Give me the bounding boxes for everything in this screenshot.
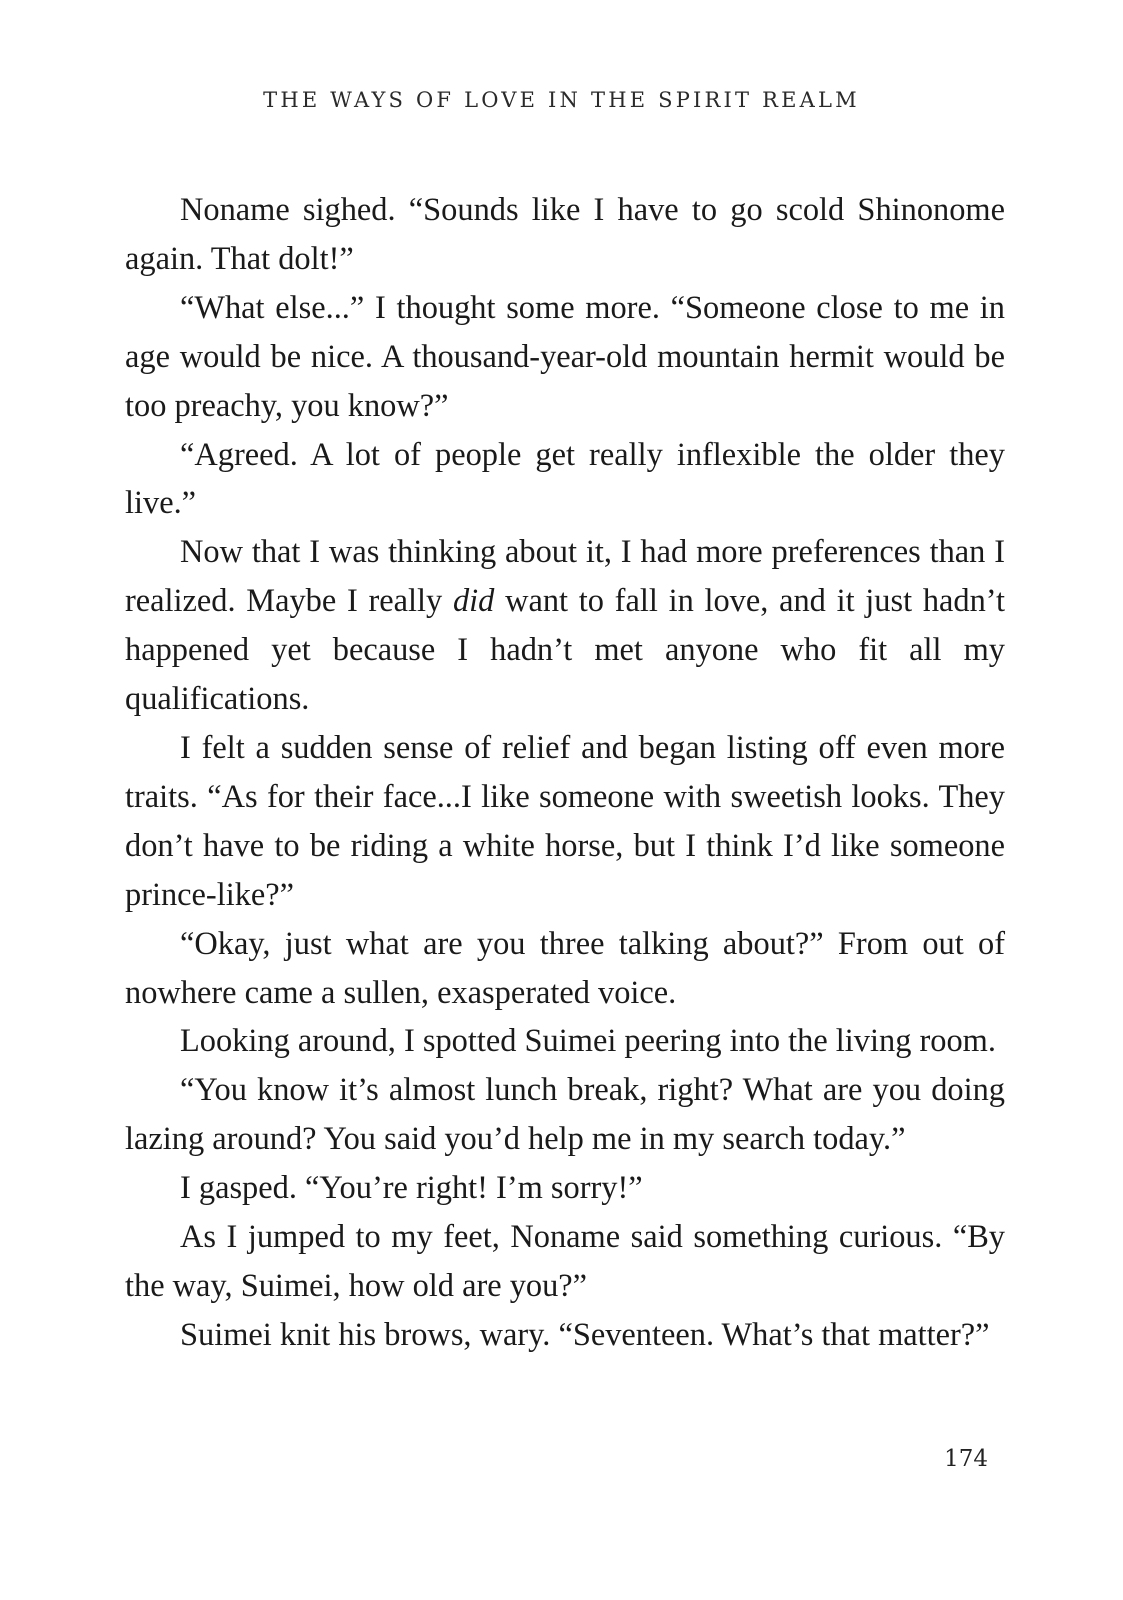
paragraph: I gasped. “You’re right! I’m sorry!” xyxy=(180,1170,643,1207)
paragraph-text: want to fall in love, and it just hadn’t happened yet because I hadn’t met anyone who fit all my qualifications. xyxy=(125,583,1005,718)
page-number: 174 xyxy=(944,1446,988,1472)
paragraph: Noname sighed. “Sounds like I have to go scold Shinonome again. That dolt!” xyxy=(125,192,1005,277)
paragraph: “Agreed. A lot of people get really inflexible the older they live.” xyxy=(125,436,1005,522)
paragraph: Looking around, I spotted Suimei peering into the living room. xyxy=(180,1023,996,1060)
paragraph: “Okay, just what are you three talking about?” From out of nowhere came a sullen, exasperated voice. xyxy=(125,925,1005,1011)
paragraph-text: Now that I was thinking about it, I had more preferences than I realized. Maybe I really xyxy=(125,534,1005,620)
body-text xyxy=(125,186,1005,1360)
paragraph: “You know it’s almost lunch break, right? What are you doing lazing around? You said you’d help me in my search today.” xyxy=(125,1072,1005,1158)
paragraph xyxy=(125,528,1005,724)
paragraph: As I jumped to my feet, Noname said something curious. “By the way, Suimei, how old are you?” xyxy=(125,1219,1005,1304)
emphasis: did xyxy=(452,583,495,620)
paragraph: Suimei knit his brows, wary. “Seventeen. What’s that matter?” xyxy=(180,1316,990,1353)
paragraph: “What else...” I thought some more. “Someone close to me in age would be nice. A thousand-year-old mountain hermit would be too preachy, you know?” xyxy=(125,289,1005,424)
paragraph: I felt a sudden sense of relief and began listing off even more traits. “As for their face...I like someone with sweetish looks. They don’t have to be riding a white horse, but I think I’d like someone prince-like?” xyxy=(125,729,1005,913)
running-head: THE WAYS OF LOVE IN THE SPIRIT REALM xyxy=(263,88,860,112)
